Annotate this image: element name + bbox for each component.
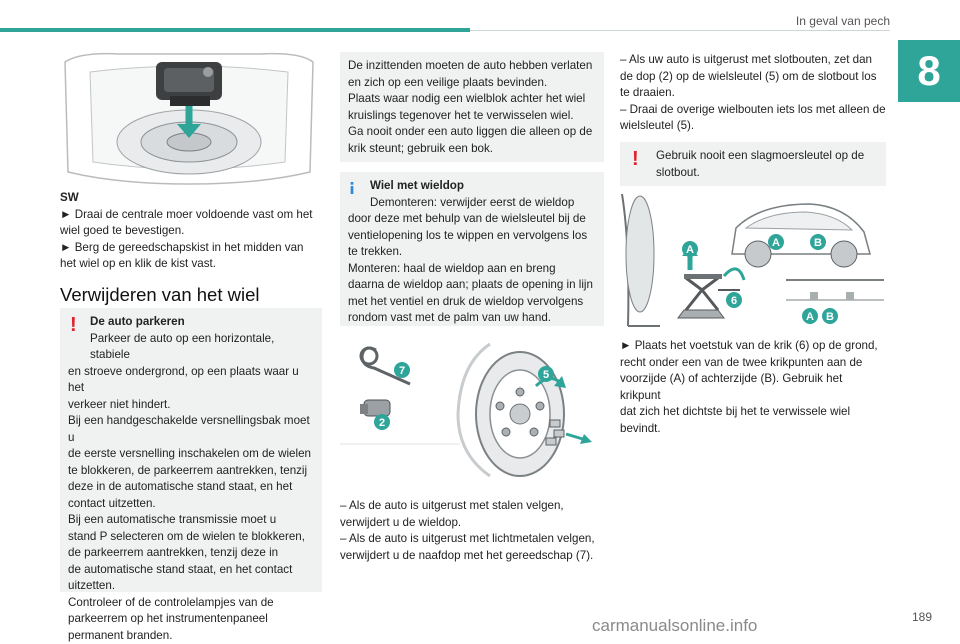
figure-label-7: 7 <box>399 365 405 377</box>
info-line: Demonteren: verwijder eerst de wieldop <box>348 195 596 212</box>
warning-line: de parkeerrem aantrekken, tenzij deze in <box>68 545 314 562</box>
col3-bottom-line: recht onder een van de twee krikpunten aan de <box>620 355 886 372</box>
lock-warning-line: Gebruik nooit een slagmoersleutel op de <box>656 148 878 165</box>
col3-bottom-line: voorzijde (A) of achterzijde (B). Gebruik het krikpunt <box>620 371 886 404</box>
info-line: ventielopening los te wippen en vervolgens los <box>348 228 596 245</box>
parking-warning-box <box>60 308 322 592</box>
warning-line: Controleer of de controlelampjes van de <box>68 595 314 612</box>
warning-line: de eerste versnelling inschakelen om de wielen <box>68 446 314 463</box>
col2-bottom-line: verwijdert u de naafdop met het gereedschap (7). <box>340 548 604 565</box>
note-line: en zich op een veilige plaats bevinden. <box>348 75 596 92</box>
warning-line: contact uitzetten. <box>68 496 314 513</box>
info-icon <box>350 180 354 196</box>
trunk-spare-wheel-figure <box>60 52 318 186</box>
figure-label-6: 6 <box>731 295 737 307</box>
col3-bottom-line: bevindt. <box>620 421 886 438</box>
warning-line: en stroeve ondergrond, op een plaats waar u het <box>68 364 314 397</box>
warning-line: permanent branden. <box>68 628 314 644</box>
note-line: krik steunt; gebruik een bok. <box>348 141 596 158</box>
sw-step-1: ► Draai de centrale moer voldoende vast om het wiel goed te bevestigen. <box>60 207 322 240</box>
note-line: Ga nooit onder een auto liggen die alleen op de <box>348 124 596 141</box>
info-line: te trekken. <box>348 244 596 261</box>
occupants-note-box <box>340 52 604 162</box>
info-title: Wiel met wieldop <box>370 178 596 195</box>
warning-line: stand P selecteren om de wielen te blokkeren, <box>68 529 314 546</box>
col2-bottom-line: verwijdert u de wieldop. <box>340 515 604 532</box>
sw-step-2: ► Berg de gereedschapskist in het midden van het wiel op en klik de kist vast. <box>60 240 322 273</box>
sill-detail <box>786 280 884 300</box>
wheel-cap-info-box <box>340 172 604 326</box>
warning-line: te blokkeren, de parkeerrem aantrekken, tenzij <box>68 463 314 480</box>
col3-top-line: wielsleutel (5). <box>620 118 886 135</box>
car-silhouette <box>732 204 870 267</box>
figure-label-5: 5 <box>543 369 549 381</box>
info-line: met het ventiel en druk de wieldop vervolgens <box>348 294 596 311</box>
warning-line: Bij een handgeschakelde versnellingsbak moet u <box>68 413 314 446</box>
warning-line: Parkeer de auto op een horizontale, stabiele <box>68 331 314 364</box>
warning-line: Bij een automatische transmissie moet u <box>68 512 314 529</box>
info-line: rondom vast met de palm van uw hand. <box>348 310 596 327</box>
warning-line: uitzetten. <box>68 578 314 595</box>
warning-icon: ! <box>70 316 75 334</box>
sw-label: SW <box>60 190 322 207</box>
socket-cap-drawing <box>360 400 390 416</box>
figure-label-b: B <box>814 237 822 249</box>
col3-top-line: – Draai de overige wielbouten iets los met alleen de <box>620 102 886 119</box>
lock-bolt-warning-box <box>620 142 886 186</box>
warning-title: De auto parkeren <box>90 314 314 331</box>
warning-line: verkeer niet hindert. <box>68 397 314 414</box>
col3-top-line: – Als uw auto is uitgerust met slotbouten, zet dan <box>620 52 886 69</box>
warning-icon: ! <box>632 150 637 168</box>
note-line: De inzittenden moeten de auto hebben verlaten <box>348 58 596 75</box>
chapter-tab: 8 <box>898 40 960 102</box>
jack-placement-figure <box>620 194 886 328</box>
figure-label-b: B <box>826 311 834 323</box>
info-line: Monteren: haal de wieldop aan en breng <box>348 261 596 278</box>
figure-label-a: A <box>686 244 694 256</box>
page-number: 189 <box>898 610 932 624</box>
figure-label-2: 2 <box>379 417 385 429</box>
lock-warning-line: slotbout. <box>656 165 878 182</box>
warning-line: parkeerrem op het instrumentenpaneel <box>68 611 314 628</box>
col2-bottom-line: – Als de auto is uitgerust met lichtmetalen velgen, <box>340 531 604 548</box>
col3-bottom-line: ► Plaats het voetstuk van de krik (6) op de grond, <box>620 338 886 355</box>
wheel-tools-figure <box>340 334 604 480</box>
header-accent-bar <box>0 28 470 32</box>
col3-top-line: te draaien. <box>620 85 886 102</box>
section-heading: Verwijderen van het wiel <box>60 284 260 306</box>
warning-line: de automatische stand staat, en het contact <box>68 562 314 579</box>
col2-bottom-line: – Als de auto is uitgerust met stalen velgen, <box>340 498 604 515</box>
note-line: Plaats waar nodig een wielblok achter het wiel <box>348 91 596 108</box>
col3-bottom-line: dat zich het dichtste bij het te verwissele wiel <box>620 404 886 421</box>
figure-label-a: A <box>806 311 814 323</box>
watermark: carmanualsonline.info <box>592 616 757 636</box>
figure-label-a: A <box>772 237 780 249</box>
note-line: kruislings tegenover het te verwisselen wiel. <box>348 108 596 125</box>
header-rule <box>470 30 890 31</box>
section-title: In geval van pech <box>740 14 890 28</box>
info-line: door deze met behulp van de wielsleutel bij de <box>348 211 596 228</box>
col3-top-line: de dop (2) op de wielsleutel (5) om de slotbout los <box>620 69 886 86</box>
info-line: daarna de wieldop aan; plaats de opening in lijn <box>348 277 596 294</box>
warning-line: deze in de automatische stand staat, en het <box>68 479 314 496</box>
